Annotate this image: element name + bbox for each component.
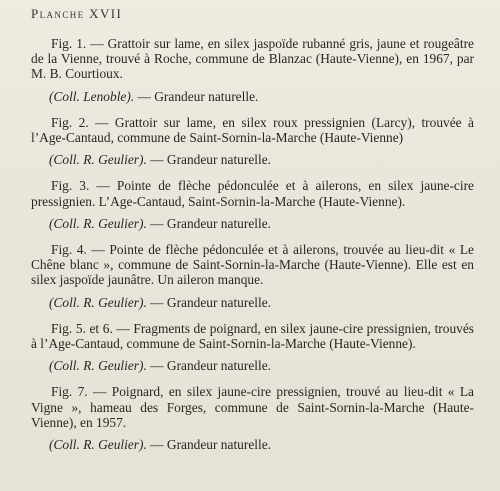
- size-note: — Grandeur naturelle.: [146, 152, 271, 168]
- size-note: — Grandeur naturelle.: [146, 437, 271, 453]
- collection-name: (Coll. R. Geulier).: [49, 152, 147, 168]
- collection-line: [49, 216, 474, 231]
- collection-name: (Coll. R. Geulier).: [49, 294, 147, 310]
- collection-name: (Coll. R. Geulier).: [49, 437, 147, 453]
- size-note: — Grandeur naturelle.: [146, 215, 271, 231]
- collection-line: [49, 89, 474, 104]
- figure-description: Fig. 7. — Poignard, en silex jaune-cire pressignien, trouvé au lieu-dit « La Vigne », hameau des Forges, commune de Saint-Sornin-la-Marche (Haute-Vienne), en 1957.: [31, 384, 474, 430]
- collection-name: (Coll. R. Geulier).: [49, 215, 147, 231]
- size-note: — Grandeur naturelle.: [134, 88, 259, 104]
- plate-title: Planche XVII: [31, 6, 123, 21]
- figure-entry-3: [31, 178, 474, 231]
- figure-entry-1: [31, 36, 474, 104]
- figure-description: Fig. 1. — Grattoir sur lame, en silex jaspoïde rubanné gris, jaune et rougeâtre de la Vienne, trouvé à Roche, commune de Blanzac (Haute-Vienne), en 1967, par M. B. Courtioux.: [31, 36, 474, 82]
- figure-entry-4: [31, 242, 474, 310]
- size-note: — Grandeur naturelle.: [146, 294, 271, 310]
- figure-entry-5-6: [31, 321, 474, 374]
- collection-name: (Coll. R. Geulier).: [49, 358, 147, 374]
- collection-line: [49, 358, 474, 373]
- figure-description: Fig. 5. et 6. — Fragments de poignard, en silex jaune-cire pressignien, trouvés à l’Age-Cantaud, commune de Saint-Sornin-la-Marche (Haute-Vienne).: [31, 320, 474, 352]
- collection-line: [49, 152, 474, 167]
- collection-name: (Coll. Lenoble).: [49, 88, 135, 104]
- figure-description: Fig. 4. — Pointe de flèche pédonculée et à ailerons, trouvée au lieu-dit « Le Chêne blanc », commune de Saint-Sornin-la-Marche (Haute-Vienne). Elle est en silex jaspoïde jaunâtre. Un aileron manque.: [31, 242, 474, 288]
- collection-line: [49, 295, 474, 310]
- figure-description: Fig. 2. — Grattoir sur lame, en silex roux pressignien (Larcy), trouvée à l’Age-Cantaud, commune de Saint-Sornin-la-Marche (Haute-Vienne): [31, 114, 474, 146]
- size-note: — Grandeur naturelle.: [146, 358, 271, 374]
- figure-entry-2: [31, 115, 474, 168]
- collection-line: [49, 437, 474, 452]
- figure-entry-7: [31, 384, 474, 452]
- figure-description: Fig. 3. — Pointe de flèche pédonculée et à ailerons, en silex jaune-cire pressignien. L’Age-Cantaud, Saint-Sornin-la-Marche (Haute-Vienne).: [31, 178, 474, 209]
